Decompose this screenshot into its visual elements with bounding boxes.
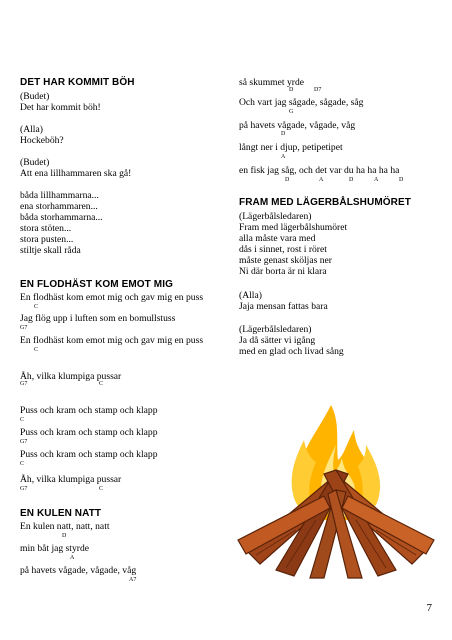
lyric-line: Att ena lillhammaren ska gå!	[20, 168, 132, 179]
chord: D	[399, 177, 404, 183]
song-title-fram-med-lagerbalshumoret: FRAM MED LÄGERBÅLSHUMÖRET	[239, 197, 411, 208]
lyric-line: dås i sinnet, rost i röret	[239, 244, 327, 255]
chord: C	[34, 347, 39, 353]
page-number: 7	[426, 602, 432, 614]
lyric-line: (Lägerbålsledaren)	[239, 324, 312, 335]
lyric-line: så skummet yrde	[239, 77, 305, 88]
lyric-line: stora stöten...	[20, 223, 72, 234]
lyric-line: på havets vågade, vågade, våg	[239, 120, 356, 131]
chord: G	[289, 109, 294, 115]
chord: C	[99, 381, 104, 387]
lyric-line: Ni där borta är ni klara	[239, 266, 327, 277]
campfire-illustration	[236, 400, 436, 580]
lyric-line: En flodhäst kom emot mig och gav mig en puss	[20, 335, 204, 346]
lyric-line: stora pusten...	[20, 234, 74, 245]
lyric-line: på havets vågade, vågade, våg	[20, 565, 137, 576]
lyric-line: måste genast sköljas ner	[239, 255, 332, 266]
song-title-en-kulen-natt: EN KULEN NATT	[20, 508, 102, 519]
chord: D	[349, 177, 354, 183]
lyric-line: Puss och kram och stamp och klapp	[20, 405, 158, 416]
lyric-line: Jaja mensan fattas bara	[239, 301, 328, 312]
lyric-line: Det har kommit böh!	[20, 102, 101, 113]
chord: C	[20, 461, 25, 467]
chord: D7	[314, 87, 322, 93]
chord: C	[20, 417, 25, 423]
chord: C	[99, 486, 104, 492]
chord: D	[285, 177, 290, 183]
lyric-line: Puss och kram och stamp och klapp	[20, 427, 158, 438]
lyric-line: Och vart jag sågade, sågade, såg	[239, 97, 364, 108]
lyric-line: Puss och kram och stamp och klapp	[20, 449, 158, 460]
chord: D	[62, 533, 67, 539]
lyric-line: (Alla)	[239, 290, 262, 301]
chord: G7	[20, 325, 28, 331]
lyric-line: Jag flög upp i luften som en bomullstuss	[20, 313, 176, 324]
song-title-det-har-kommit-boh: DET HAR KOMMIT BÖH	[20, 77, 135, 88]
chord: A	[281, 154, 286, 160]
song-title-en-flodhast: EN FLODHÄST KOM EMOT MIG	[20, 279, 173, 290]
chord: D	[289, 87, 294, 93]
chord: A	[319, 177, 324, 183]
chord: C	[34, 304, 39, 310]
lyric-line: En kulen natt, natt, natt	[20, 521, 110, 532]
lyric-line: med en glad och livad sång	[239, 346, 344, 357]
chord: A7	[129, 577, 137, 583]
lyric-line: ena storhammaren...	[20, 201, 98, 212]
lyric-line: (Lägerbålsledaren)	[239, 211, 312, 222]
lyric-line: Hockeböh?	[20, 135, 64, 146]
chord: G7	[20, 486, 28, 492]
chord: D	[281, 131, 286, 137]
lyric-line: En flodhäst kom emot mig och gav mig en puss	[20, 292, 204, 303]
lyric-line: båda lillhammarna...	[20, 190, 99, 201]
logs	[238, 470, 434, 578]
lyric-line: (Budet)	[20, 91, 50, 102]
chord: G7	[20, 439, 28, 445]
lyric-line: stiltje skall råda	[20, 245, 81, 256]
lyric-line: (Alla)	[20, 124, 43, 135]
lyric-line: Åh, vilka klumpiga pussar	[20, 474, 122, 485]
lyric-line: en fisk jag såg, och det var du ha ha ha ha	[239, 165, 400, 176]
chord: G7	[20, 381, 28, 387]
lyric-line: (Budet)	[20, 157, 50, 168]
chord: A	[70, 555, 75, 561]
lyric-line: långt ner i djup, petipetipet	[239, 142, 343, 153]
lyric-line: Ja då sätter vi igång	[239, 335, 316, 346]
chord: A	[374, 177, 379, 183]
lyric-line: alla måste vara med	[239, 233, 316, 244]
lyric-line: Åh, vilka klumpiga pussar	[20, 371, 122, 382]
lyric-line: min båt jag styrde	[20, 543, 90, 554]
lyric-line: Fram med lägerbålshumöret	[239, 222, 348, 233]
lyric-line: båda storhammarna...	[20, 212, 103, 223]
